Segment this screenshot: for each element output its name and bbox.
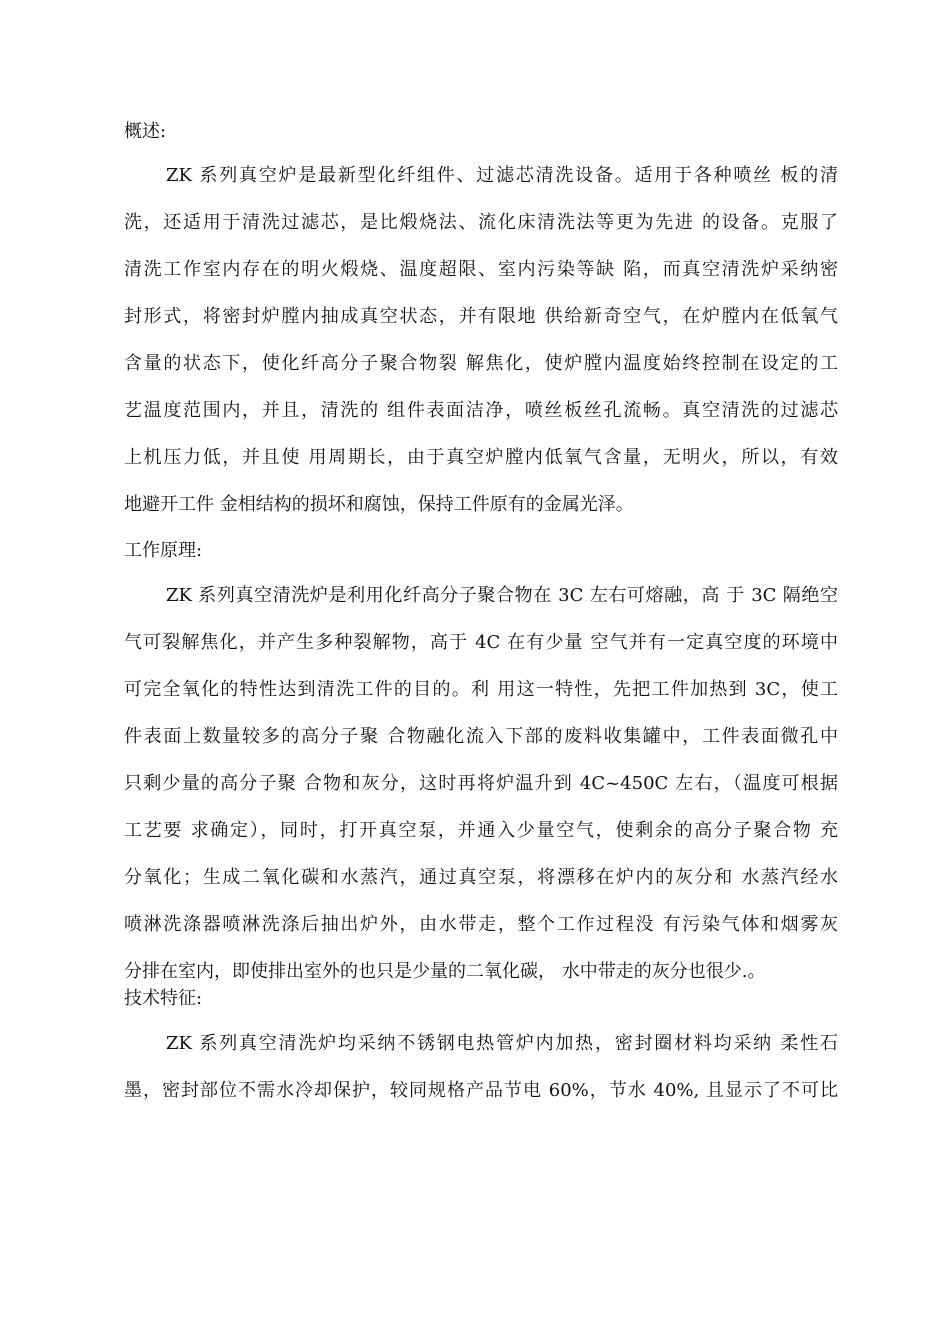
paragraph-line: 件表面上数量较多的高分子聚 合物融化流入下部的废料收集罐中，工件表面微孔中 [124, 726, 838, 747]
paragraph-line: 艺温度范围内，并且，清洗的 组件表面洁净，喷丝板丝孔流畅。真空清洗的过滤芯 [124, 400, 838, 421]
paragraph-line: 含量的状态下，使化纤高分子聚合物裂 解焦化，使炉膛内温度始终控制在设定的工 [124, 353, 838, 374]
paragraph-line: 只剩少量的高分子聚 合物和灰分，这时再将炉温升到 4C~450C 左右，（温度可根据 [124, 773, 838, 794]
paragraph-line: 可完全氧化的特性达到清洗工件的目的。利 用这一特性，先把工件加热到 3C，使工 [124, 679, 838, 700]
paragraph-line: 上机压力低，并且使 用周期长，由于真空炉膛内低氧气含量，无明火，所以，有效 [124, 447, 838, 468]
paragraph-line: 清洗工作室内存在的明火煅烧、温度超限、室内污染等缺 陷，而真空清洗炉采纳密 [124, 259, 838, 280]
paragraph-line: 地避开工件 金相结构的损坏和腐蚀，保持工件原有的金属光泽。 [124, 494, 634, 515]
paragraph-line: 气可裂解焦化，并产生多种裂解物，高于 4C 在有少量 空气并有一定真空度的环境中 [124, 632, 838, 653]
paragraph-line: 洗，还适用于清洗过滤芯，是比煅烧法、流化床清洗法等更为先进 的设备。克服了 [124, 212, 838, 233]
section-heading-overview: 概述: [124, 121, 167, 142]
paragraph-line: ZK 系列真空清洗炉是利用化纤高分子聚合物在 3C 左右可熔融，高 于 3C 隔绝空 [166, 585, 838, 606]
paragraph-line: 工艺要 求确定），同时，打开真空泵，并通入少量空气，使剩余的高分子聚合物 充 [124, 820, 838, 841]
paragraph-line: 分氧化；生成二氧化碳和水蒸汽，通过真空泵，将漂移在炉内的灰分和 水蒸汽经水 [124, 867, 838, 888]
paragraph-line: ZK 系列真空炉是最新型化纤组件、过滤芯清洗设备。适用于各种喷丝 板的清 [166, 165, 838, 186]
paragraph-line: 封形式，将密封炉膛内抽成真空状态，并有限地 供给新奇空气，在炉膛内在低氧气 [124, 306, 838, 327]
paragraph-line: 分排在室内，即使排出室外的也只是少量的二氧化碳， 水中带走的灰分也很少.。 [124, 961, 766, 982]
section-heading-working-principle: 工作原理: [124, 540, 203, 561]
section-heading-technical-features: 技术特征: [124, 988, 203, 1009]
paragraph-line: ZK 系列真空清洗炉均采纳不锈钢电热管炉内加热，密封圈材料均采纳 柔性石 [166, 1033, 838, 1054]
paragraph-line: 喷淋洗涤器喷淋洗涤后抽出炉外，由水带走，整个工作过程没 有污染气体和烟雾灰 [124, 914, 838, 935]
paragraph-line: 墨，密封部位不需水冷却保护，较同规格产品节电 60%，节水 40%, 且显示了不可比 [124, 1080, 838, 1101]
